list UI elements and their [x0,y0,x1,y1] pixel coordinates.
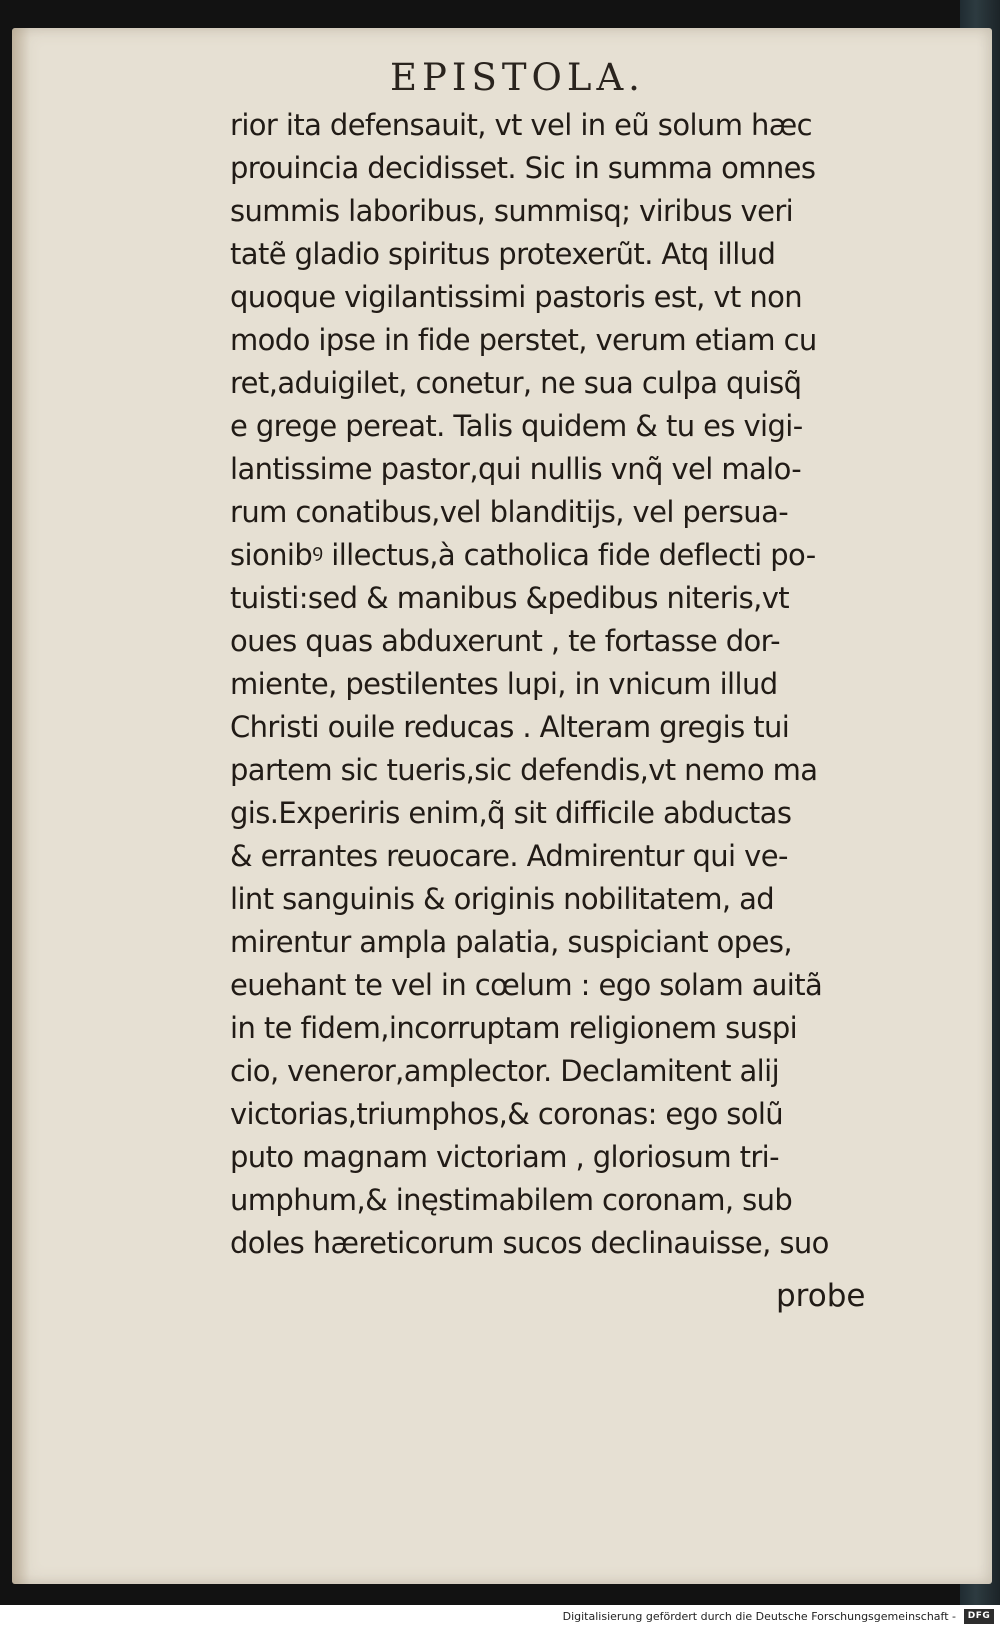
text-line: puto magnam victoriam , gloriosum tri- [230,1140,780,1174]
book-page [12,28,992,1584]
text-line: prouincia decidisset. Sic in summa omnes [230,151,816,185]
text-line: tuisti:sed & manibus &pedibus niteris,vt [230,581,790,615]
text-line: modo ipse in fide perstet, verum etiam cu [230,323,817,357]
text-line: sionibꝰ illectus,à catholica fide deflecti po- [230,538,816,572]
text-line: doles hæreticorum sucos declinauisse, suo [230,1226,829,1260]
text-line: & errantes reuocare. Admirentur qui ve- [230,839,788,873]
text-line: umphum,& inęstimabilem coronam, sub [230,1183,793,1217]
text-line: rum conatibus,vel blanditijs, vel persua- [230,495,789,529]
text-line: lantissime pastor,qui nullis vnq̃ vel malo- [230,452,802,486]
text-line: mirentur ampla palatia, suspiciant opes, [230,925,792,959]
text-line: cio, veneror,amplector. Declamitent alij [230,1054,780,1088]
text-line: miente, pestilentes lupi, in vnicum illud [230,667,778,701]
text-line: ret,aduigilet, conetur, ne sua culpa quisq̃ [230,366,802,400]
text-line: in te fidem,incorruptam religionem suspi [230,1011,798,1045]
dfg-logo: DFG [964,1609,994,1624]
text-line: gis.Experiris enim,q̃ sit difficile abductas [230,796,792,830]
funding-credit: Digitalisierung gefördert durch die Deutsche Forschungsgemeinschaft - [562,1610,956,1623]
text-line: rior ita defensauit, vt vel in eũ solum hæc [230,108,812,142]
catchword: probe [776,1278,866,1314]
text-line: e grege pereat. Talis quidem & tu es vigi- [230,409,803,443]
running-head: EPISTOLA. [390,56,645,99]
text-line: quoque vigilantissimi pastoris est, vt non [230,280,803,314]
text-line: lint sanguinis & originis nobilitatem, ad [230,882,775,916]
text-line: partem sic tueris,sic defendis,vt nemo ma [230,753,818,787]
text-line: euehant te vel in cœlum : ego solam auitã [230,968,823,1002]
text-line: tatẽ gladio spiritus protexerũt. Atq illud [230,237,776,271]
text-block [230,104,880,1265]
text-line: oues quas abduxerunt , te fortasse dor- [230,624,780,658]
text-line: victorias,triumphos,& coronas: ego solũ [230,1097,784,1131]
text-line: Christi ouile reducas . Alteram gregis tui [230,710,790,744]
text-line: summis laboribus, summisq; viribus veri [230,194,794,228]
